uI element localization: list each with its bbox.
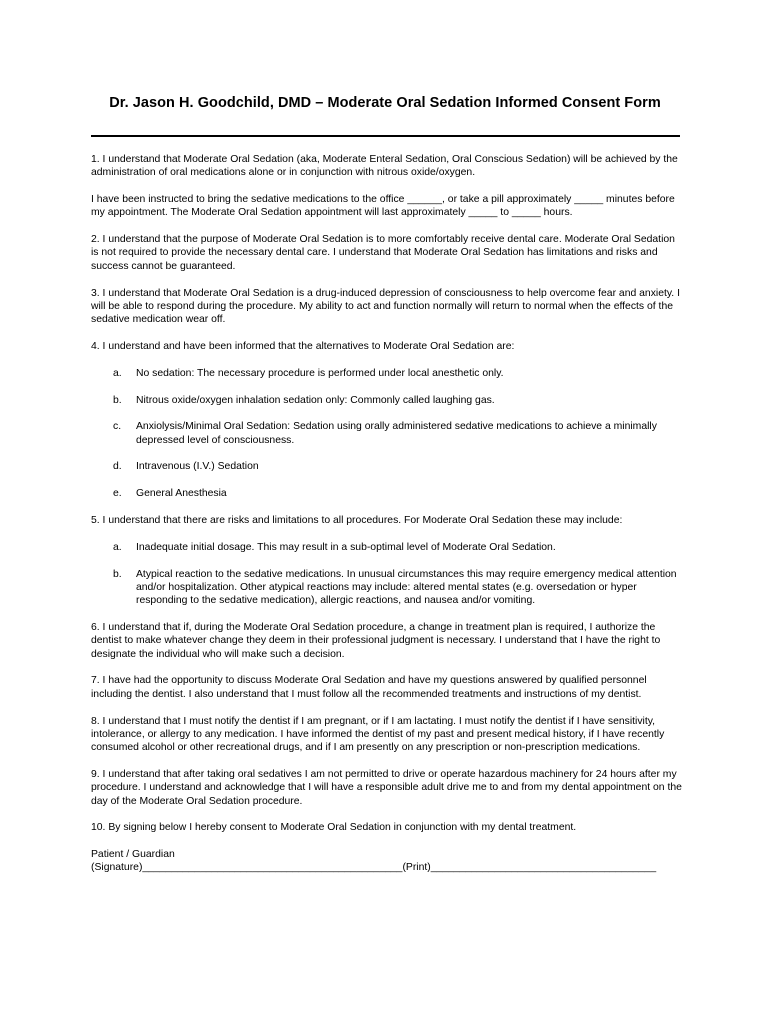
risk-item [91,568,683,608]
paragraph-6: 6. I understand that if, during the Moderate Oral Sedation procedure, a change in treatment plan is required, I authorize the dentist to make whatever change they deem in their professional judgment is necessary. I understand that I have the right to designate the individual who will make such a decision. [91,622,661,660]
item-letter: a. [113,367,122,379]
form-body [91,153,683,875]
item-text: Nitrous oxide/oxygen inhalation sedation only: Commonly called laughing gas. [136,394,495,406]
item-text: No sedation: The necessary procedure is performed under local anesthetic only. [136,367,504,379]
alternative-item [91,487,683,500]
item-letter: d. [113,461,122,473]
item-text: Intravenous (I.V.) Sedation [136,461,259,473]
alternative-item [91,394,683,407]
alternative-item [91,460,683,473]
paragraph-10: 10. By signing below I hereby consent to Moderate Oral Sedation in conjunction with my dental treatment. [91,822,577,834]
item-letter: c. [113,421,122,433]
signature-label: Patient / Guardian [91,849,175,861]
item-text: Inadequate initial dosage. This may result in a sub-optimal level of Moderate Oral Sedation. [136,541,556,553]
risk-item [91,541,683,554]
item-text: General Anesthesia [136,488,227,500]
alternative-item [91,367,683,380]
signature-line[interactable]: (Signature)_____________________________________________(Print)_______________________________________ [91,862,657,874]
item-letter: b. [113,394,122,406]
item-letter: a. [113,541,122,553]
paragraph-2: 2. I understand that the purpose of Moderate Oral Sedation is to more comfortably receive dental care. Moderate Oral Sedation is not required to provide the necessary dental care. I understand that Moderate Oral Sedation has limitations and risks and success cannot be guaranteed. [91,234,675,272]
item-letter: b. [113,568,122,580]
alternative-item [91,420,683,447]
paragraph-8: 8. I understand that I must notify the dentist if I am pregnant, or if I am lactating. I must notify the dentist if I have sensitivity, intolerance, or allergy to any medication. I have informed the dentist of my past and present medical history, if I have recently consumed alcohol or other recreational drugs, and if I am presently on any prescription or non-prescription medications. [91,715,665,754]
item-letter: e. [113,488,122,500]
form-title: Dr. Jason H. Goodchild, DMD – Moderate Oral Sedation Informed Consent Form [109,95,661,111]
paragraph-7: 7. I have had the opportunity to discuss Moderate Oral Sedation and have my questions answered by qualified personnel including the dentist. I also understand that I must follow all the recommended treatments and instructions of my dentist. [91,675,647,700]
item-text: Atypical reaction to the sedative medications. In unusual circumstances this may require emergency medical attention and/or hospitalization. Other atypical reactions may include: altered mental states (e.g. oversedation or hyper responding to the sedative medication), allergic reactions, and nausea and/or vomiting. [136,568,677,607]
item-text: Anxiolysis/Minimal Oral Sedation: Sedation using orally administered sedative medications to achieve a minimally depressed level of consciousness. [136,421,657,446]
title-divider [91,135,680,137]
paragraph-1: 1. I understand that Moderate Oral Sedation (aka, Moderate Enteral Sedation, Oral Conscious Sedation) will be achieved by the administration of oral medications alone or in conjunction with nitrous oxide/oxygen. [91,154,678,179]
paragraph-9: 9. I understand that after taking oral sedatives I am not permitted to drive or operate hazardous machinery for 24 hours after my procedure. I understand and acknowledge that I will have a responsible adult drive me to and from my dental appointment on the day of the Moderate Oral Sedation procedure. [91,768,682,807]
paragraph-3: 3. I understand that Moderate Oral Sedation is a drug-induced depression of consciousness to help overcome fear and anxiety. I will be able to respond during the procedure. My ability to act and function normally will return to normal when the effects of the sedative medication wear off. [91,287,680,326]
paragraph-5: 5. I understand that there are risks and limitations to all procedures. For Moderate Oral Sedation these may include: [91,515,623,527]
paragraph-1-instructions: I have been instructed to bring the sedative medications to the office ______, or take a pill approximately _____ minutes before my appointment. The Moderate Oral Sedation appointment will last approximately _____ to _____ hours. [91,194,675,219]
paragraph-4: 4. I understand and have been informed that the alternatives to Moderate Oral Sedation are: [91,340,515,352]
